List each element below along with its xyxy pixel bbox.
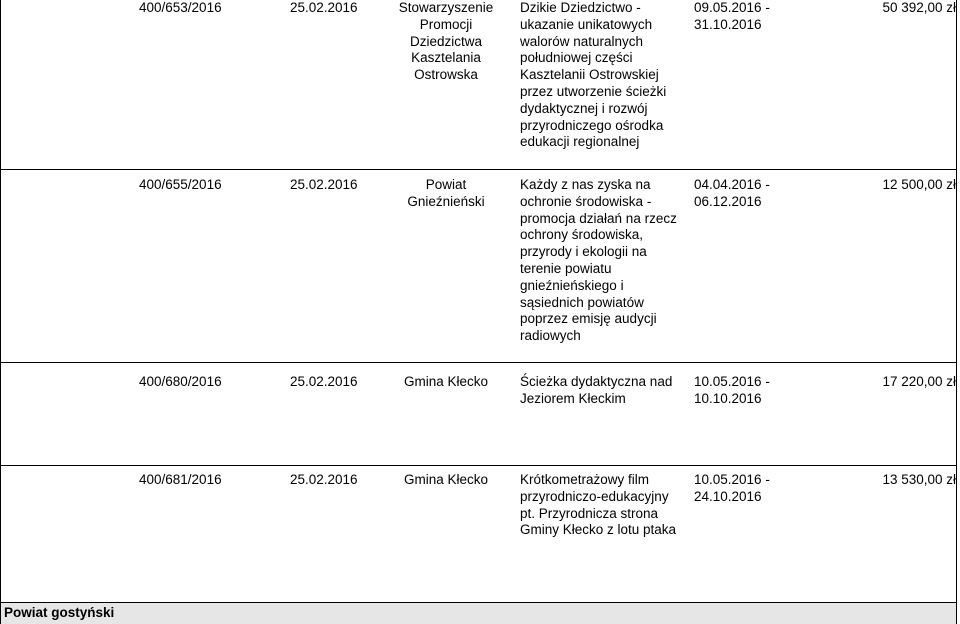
task-period: 10.05.2016 - 10.10.2016 <box>694 374 770 406</box>
beneficiary: Gmina Kłecko <box>403 472 489 487</box>
table-row <box>1 472 956 602</box>
agreement-number: 400/655/2016 <box>139 177 222 192</box>
task-title: Dzikie Dziedzictwo - ukazanie unikatowych walorów naturalnych południowej części Kasztelanii Ostrowskiej przez utworzenie ścieżki dydaktycznej i rozwój przyrodniczego ośrodka edukacji regionalnej <box>520 0 667 150</box>
grant-amount: 13 530,00 zł <box>882 472 956 487</box>
task-title: Każdy z nas zyska na ochronie środowiska - promocja działań na rzecz ochrony środowiska, przyrody i ekologii na terenie powiatu gnieźnieńskiego i sąsiednich powiatów poprzez emisję audycji radiowych <box>520 177 677 344</box>
agreement-date: 25.02.2016 <box>290 177 358 192</box>
beneficiary: Gmina Kłecko <box>403 374 489 389</box>
table-row <box>1 177 956 363</box>
agreement-date: 25.02.2016 <box>290 472 358 487</box>
task-title: Ścieżka dydaktyczna nad Jeziorem Kłeckim <box>520 374 673 406</box>
section-header-row <box>1 602 956 624</box>
grant-amount: 12 500,00 zł <box>882 177 956 192</box>
beneficiary: Powiat Gnieźnieński <box>407 177 485 209</box>
task-period: 09.05.2016 - 31.10.2016 <box>694 0 770 32</box>
agreement-number: 400/681/2016 <box>139 472 222 487</box>
beneficiary: Stowarzyszenie Promocji Dziedzictwa Kasztelania Ostrowska <box>398 0 494 83</box>
section-title: Powiat gostyński <box>4 605 115 620</box>
task-period: 10.05.2016 - 24.10.2016 <box>694 472 770 504</box>
grant-amount: 17 220,00 zł <box>882 374 956 389</box>
agreement-date: 25.02.2016 <box>290 374 358 389</box>
agreement-number: 400/653/2016 <box>139 0 222 15</box>
table-row <box>1 374 956 466</box>
agreement-date: 25.02.2016 <box>290 0 358 15</box>
task-title: Krótkometrażowy film przyrodniczo-edukacyjny pt. Przyrodnicza strona Gminy Kłecko z lotu ptaka <box>520 472 677 538</box>
table-row <box>1 0 956 170</box>
agreement-number: 400/680/2016 <box>139 374 222 389</box>
grant-amount: 50 392,00 zł <box>882 0 956 15</box>
task-period: 04.04.2016 - 06.12.2016 <box>694 177 770 209</box>
